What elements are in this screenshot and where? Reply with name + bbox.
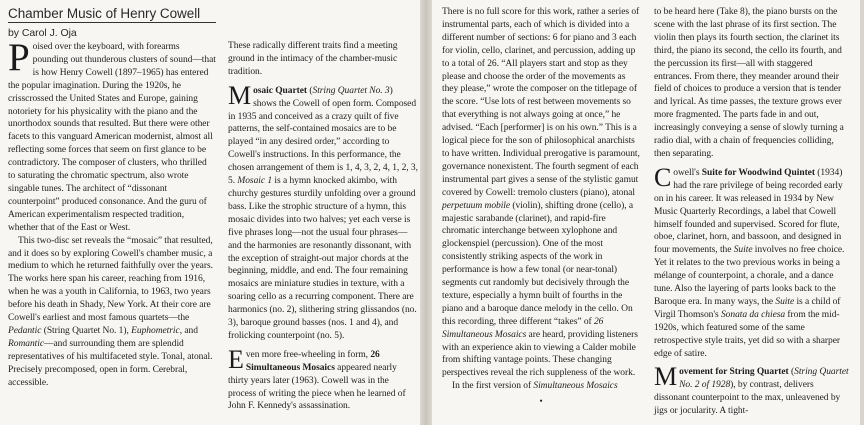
right-page (432, 0, 864, 425)
column-4 (654, 6, 850, 418)
section-title: Suite for Woodwind Quintet (701, 167, 815, 178)
section-woodwind-suite: Cowell's Suite for Woodwind Quintet (1934) had the rare privilege of being recorded early on in his career. It was released in 1934 by New Music Quarterly Recordings, a label that Cowell himself founded and supervised. Scored for flute, oboe, clarinet, horn, and bassoon, and designed in four movements, the Suite involves no free choice. Yet it relates to the two previous works in being a mélange of counterpoint, a chorale, and a dance tune. Also the layering of parts looks back to the Baroque era. In many ways, the Suite is a child of Virgil Thomson's Sonata da chiesa from the mid-1920s, which featured some of the same retrospective style traits, yet did so with a sharper edge of satire. (654, 162, 845, 359)
paragraph: This two-disc set reveals the “mosaic” that resulted, and it does so by exploring Cowell's chamber music, a medium to which he returned faithfully over the years. The works here span his career, reaching from 1916, when he was a youth in California, to 1963, two years before his death in Shady, New York. At their core are Cowell's earliest and most famous quartets—the Pedantic (String Quartet No. 1), Euphometric, and Romantic—and surrounding them are splendid representatives of his multifaceted style. Tonal, atonal. Precisely precomposed, open in form. Cerebral, accessible. (8, 235, 213, 388)
section-title: 26 Simultaneous Mosaics (245, 349, 380, 373)
section-title: ovement for String Quartet (679, 367, 789, 378)
page-marker: • (539, 396, 543, 407)
drop-cap: M (654, 362, 678, 392)
left-page (0, 0, 420, 425)
section-title: osaic Quartet (253, 85, 308, 96)
drop-cap: E (228, 344, 244, 374)
section-string-quartet-movement: Movement for String Quartet (String Quartet No. 2 of 1928), by contrast, delivers dissonant counterpoint to the max, unleavened by jigs or jocularity. A tight- (654, 362, 849, 417)
intro-paragraph: Poised over the keyboard, with forearms pounding out thunderous clusters of sound—that is how Henry Cowell (1897–1965) has entered the popular imagination. During the 1920s, he crisscrossed the United States and Europe, gaining notoriety for his physicality with the piano and the unorthodox sounds that resulted. But there were other facets to this vanguard American modernist, almost all reflecting some forces that seem on first glance to be contradictory. The composer of clusters, who thrilled to saturating the chromatic spectrum, also wrote singable tunes. The architect of “dissonant counterpoint” produced consonance. And the guru of American experimentalism respected tradition, whether that of the East or West. (8, 36, 216, 233)
paragraph: In the first version of Simultaneous Mosaics (452, 381, 618, 392)
article-title: Chamber Music of Henry Cowell (8, 6, 201, 21)
drop-cap: P (8, 36, 30, 79)
section-mosaic-quartet: Mosaic Quartet (String Quartet No. 3) shows the Cowell of open form. Composed in 1935 and conceived as a crazy quilt of five patterns, the self-contained mosaics are to be played “in any desired order,” according to Cowell's instructions. In this performance, the chosen arrangement of them is 1, 4, 3, 2, 4, 1, 2, 3, 5. Mosaic 1 is a hymn knocked akimbo, with churchy gestures sturdily unfolding over a ground bass. Like the strophic structure of a hymn, this mosaic divides into two halves; yet each verse is five phrases long—not the usual four phrases—and the harmonies are resonantly dissonant, with the exception of straight-out major chords at the beginning, middle, and end. The four remaining mosaics are miniature studies in texture, with a soaring cello as a recurring component. There are harmonics (no. 2), slithering string glissandos (no. 3), baroque ground basses (nos. 1 and 4), and frolicking counterpoint (no. 5). (228, 80, 418, 341)
section-simultaneous-mosaics: Even more free-wheeling in form, 26 Simultaneous Mosaics appeared nearly thirty years later (1963). Cowell was in the process of writing the piece when he learned of John F. Kennedy's assassination. (228, 344, 406, 412)
paragraph: to be heard here (Take 8), the piano bursts on the scene with the last phrase of its first section. The violin then plays its fourth section, the clarinet its third, the piano its second, the cello its fourth, and the percussion its first—all with staggered entrances. From there, they meander around their field of choices to produce a version that is tender and lyrical. As time passes, the texture grows ever more fragmented. The parts fade in and out, increasingly conveying a sense of slowly turning a radio dial, with a chain of frequencies colliding, then separating. (654, 7, 844, 159)
article-byline: by Carol J. Oja (8, 27, 77, 39)
column-3 (442, 6, 640, 408)
page-edge (860, 0, 864, 425)
column-1 (8, 6, 216, 389)
drop-cap: M (228, 80, 252, 110)
paragraph: These radically different traits find a meeting ground in the intimacy of the chamber-music tradition. (228, 41, 398, 77)
column-2 (228, 40, 418, 413)
title-rule (8, 22, 216, 23)
book-spine (420, 0, 432, 425)
drop-cap: C (654, 162, 672, 192)
paragraph: There is no full score for this work, rather a series of instrumental parts, each of which is divided into a different number of sections: 6 for piano and 3 each for violin, cello, clarinet, and percussion, adding up to a total of 26. “All players start and stop as they please and choose the order of the movements as they please,” wrote the composer on the titlepage of the score. “Use lots of rest between movements so that everything is not always going at once,” he advised. “Each [performer] is on his own.” This is a logical piece for the son of philosophical anarchists to have written. Individual prerogative is paramount, governance nonexistent. The fourth segment of each instrumental part gives a sense of the stylistic gamut covered by Cowell: tremolo clusters (piano), atonal perpetuum mobile (violin), shifting drone (cello), a majestic sarabande (clarinet), and rapid-fire chromatic interchange between xylophone and glockenspiel (percussion). One of the most consistently striking aspects of the work in performance is how a few tonal (or near-tonal) segments cut randomly but decisively through the texture, especially a hymn built of fourths in the piano and a baroque dance melody in the cello. On this recording, three different “takes” of 26 Simultaneous Mosaics are heard, providing listeners with an experience akin to viewing a Calder mobile from shifting vantage points. These changing perspectives reveal the rich suppleness of the work. (442, 7, 640, 379)
